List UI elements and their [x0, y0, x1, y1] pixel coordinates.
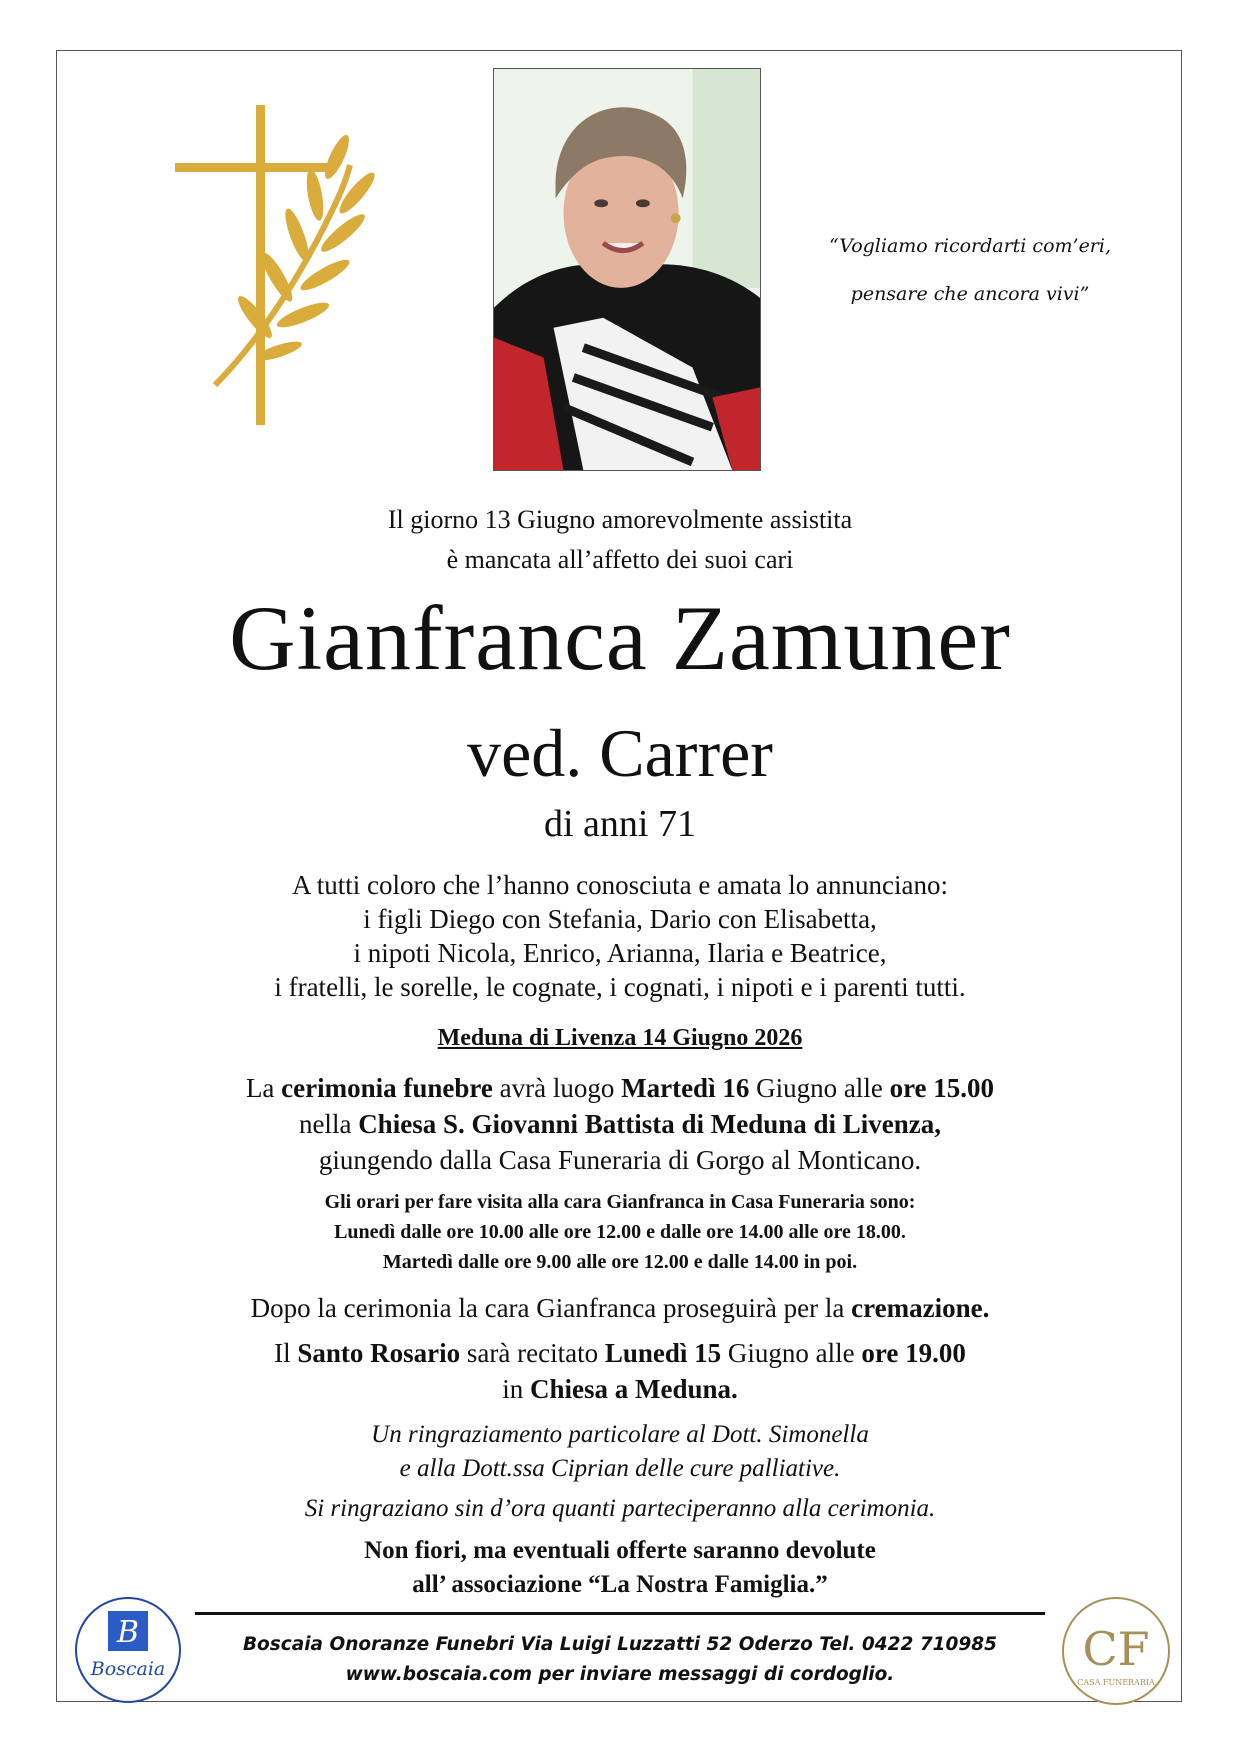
- ceremony-line: [0, 1070, 1240, 1106]
- thanks-line: Un ringraziamento particolare al Dott. Simonella: [371, 1421, 869, 1448]
- ceremony-info: [0, 1070, 1240, 1178]
- text-bold: Martedì 16: [621, 1073, 750, 1103]
- memorial-quote: [790, 222, 1150, 318]
- text: in: [502, 1374, 530, 1404]
- text-bold: Chiesa a Meduna.: [529, 1374, 738, 1404]
- quote-line: “Vogliamo ricordarti com’eri,: [828, 235, 1112, 257]
- text: Il: [274, 1338, 298, 1368]
- flowers-line: Non fiori, ma eventuali offerte saranno devolute: [364, 1537, 876, 1564]
- family-line: i nipoti Nicola, Enrico, Arianna, Ilaria e Beatrice,: [353, 938, 887, 968]
- rosary-info: [0, 1335, 1240, 1407]
- text: La: [245, 1073, 282, 1103]
- thanks-doctors: [0, 1418, 1240, 1486]
- family-line: i fratelli, le sorelle, le cognate, i cognati, i nipoti e i parenti tutti.: [274, 972, 966, 1002]
- text-bold: Chiesa S. Giovanni Battista di Meduna di Livenza,: [358, 1109, 942, 1139]
- casa-funeraria-text: CASA FUNERARIA: [1077, 1678, 1155, 1687]
- intro-line: è mancata all’affetto dei suoi cari: [446, 545, 794, 574]
- text-bold: cremazione.: [851, 1293, 990, 1323]
- family-line: i figli Diego con Stefania, Dario con Elisabetta,: [363, 904, 877, 934]
- rosary-line: [0, 1371, 1240, 1407]
- text-bold: Lunedì 15: [604, 1338, 722, 1368]
- text-bold: cerimonia funebre: [281, 1073, 493, 1103]
- family-announcement: [0, 868, 1240, 1004]
- casa-funeraria-letters: CF: [1082, 1622, 1150, 1676]
- text: Giugno alle: [749, 1073, 890, 1103]
- thanks-line: e alla Dott.ssa Ciprian delle cure palliative.: [399, 1455, 841, 1482]
- widow-of: ved. Carrer: [467, 715, 773, 791]
- deceased-name: Gianfranca Zamuner: [229, 587, 1011, 689]
- intro-text: [0, 500, 1240, 580]
- visiting-line: Lunedì dalle ore 10.00 alle ore 12.00 e dalle ore 14.00 alle ore 18.00.: [334, 1221, 906, 1243]
- family-line: A tutti coloro che l’hanno conosciuta e amata lo annunciano:: [291, 870, 949, 900]
- boscaia-logo-text: Boscaia: [90, 1658, 166, 1680]
- quote-line: pensare che ancora vivi”: [850, 283, 1090, 305]
- boscaia-logo-letter: B: [116, 1615, 140, 1650]
- rosary-line: [0, 1335, 1240, 1371]
- thanks-attendees: Si ringraziano sin d’ora quanti parteciperanno alla cerimonia.: [304, 1495, 936, 1522]
- funeral-home-footer: [195, 1630, 1045, 1690]
- ceremony-line: [0, 1106, 1240, 1142]
- casa-funeraria-logo: [1060, 1595, 1172, 1707]
- intro-line: Il giorno 13 Giugno amorevolmente assistita: [387, 505, 853, 534]
- text: sarà recitato: [460, 1338, 605, 1368]
- deceased-age: di anni 71: [544, 803, 696, 845]
- footer-divider: [195, 1612, 1045, 1615]
- text: nella: [298, 1109, 359, 1139]
- place-date: Meduna di Livenza 14 Giugno 2026: [437, 1025, 803, 1051]
- footer-website: www.boscaia.com per inviare messaggi di cordoglio.: [345, 1664, 895, 1685]
- cross-with-palm-icon: [175, 105, 385, 425]
- no-flowers-note: [0, 1534, 1240, 1602]
- text: avrà luogo: [492, 1073, 622, 1103]
- boscaia-logo: [73, 1595, 183, 1705]
- text-bold: Santo Rosario: [297, 1338, 461, 1368]
- visiting-line: Martedì dalle ore 9.00 alle ore 12.00 e dalle 14.00 in poi.: [382, 1251, 858, 1273]
- text: Dopo la cerimonia la cara Gianfranca proseguirà per la: [250, 1293, 852, 1323]
- cremation-info: [0, 1290, 1240, 1326]
- portrait-photo: [493, 68, 761, 471]
- visiting-hours: [0, 1187, 1240, 1277]
- visiting-line: Gli orari per fare visita alla cara Gianfranca in Casa Funeraria sono:: [324, 1191, 916, 1213]
- text: Giugno alle: [721, 1338, 862, 1368]
- text-bold: ore 19.00: [861, 1338, 966, 1368]
- flowers-line: all’ associazione “La Nostra Famiglia.”: [412, 1571, 828, 1598]
- footer-address: Boscaia Onoranze Funebri Via Luigi Luzzatti 52 Oderzo Tel. 0422 710985: [242, 1634, 998, 1655]
- text-bold: ore 15.00: [889, 1073, 995, 1103]
- ceremony-line: giungendo dalla Casa Funeraria di Gorgo al Monticano.: [318, 1145, 922, 1175]
